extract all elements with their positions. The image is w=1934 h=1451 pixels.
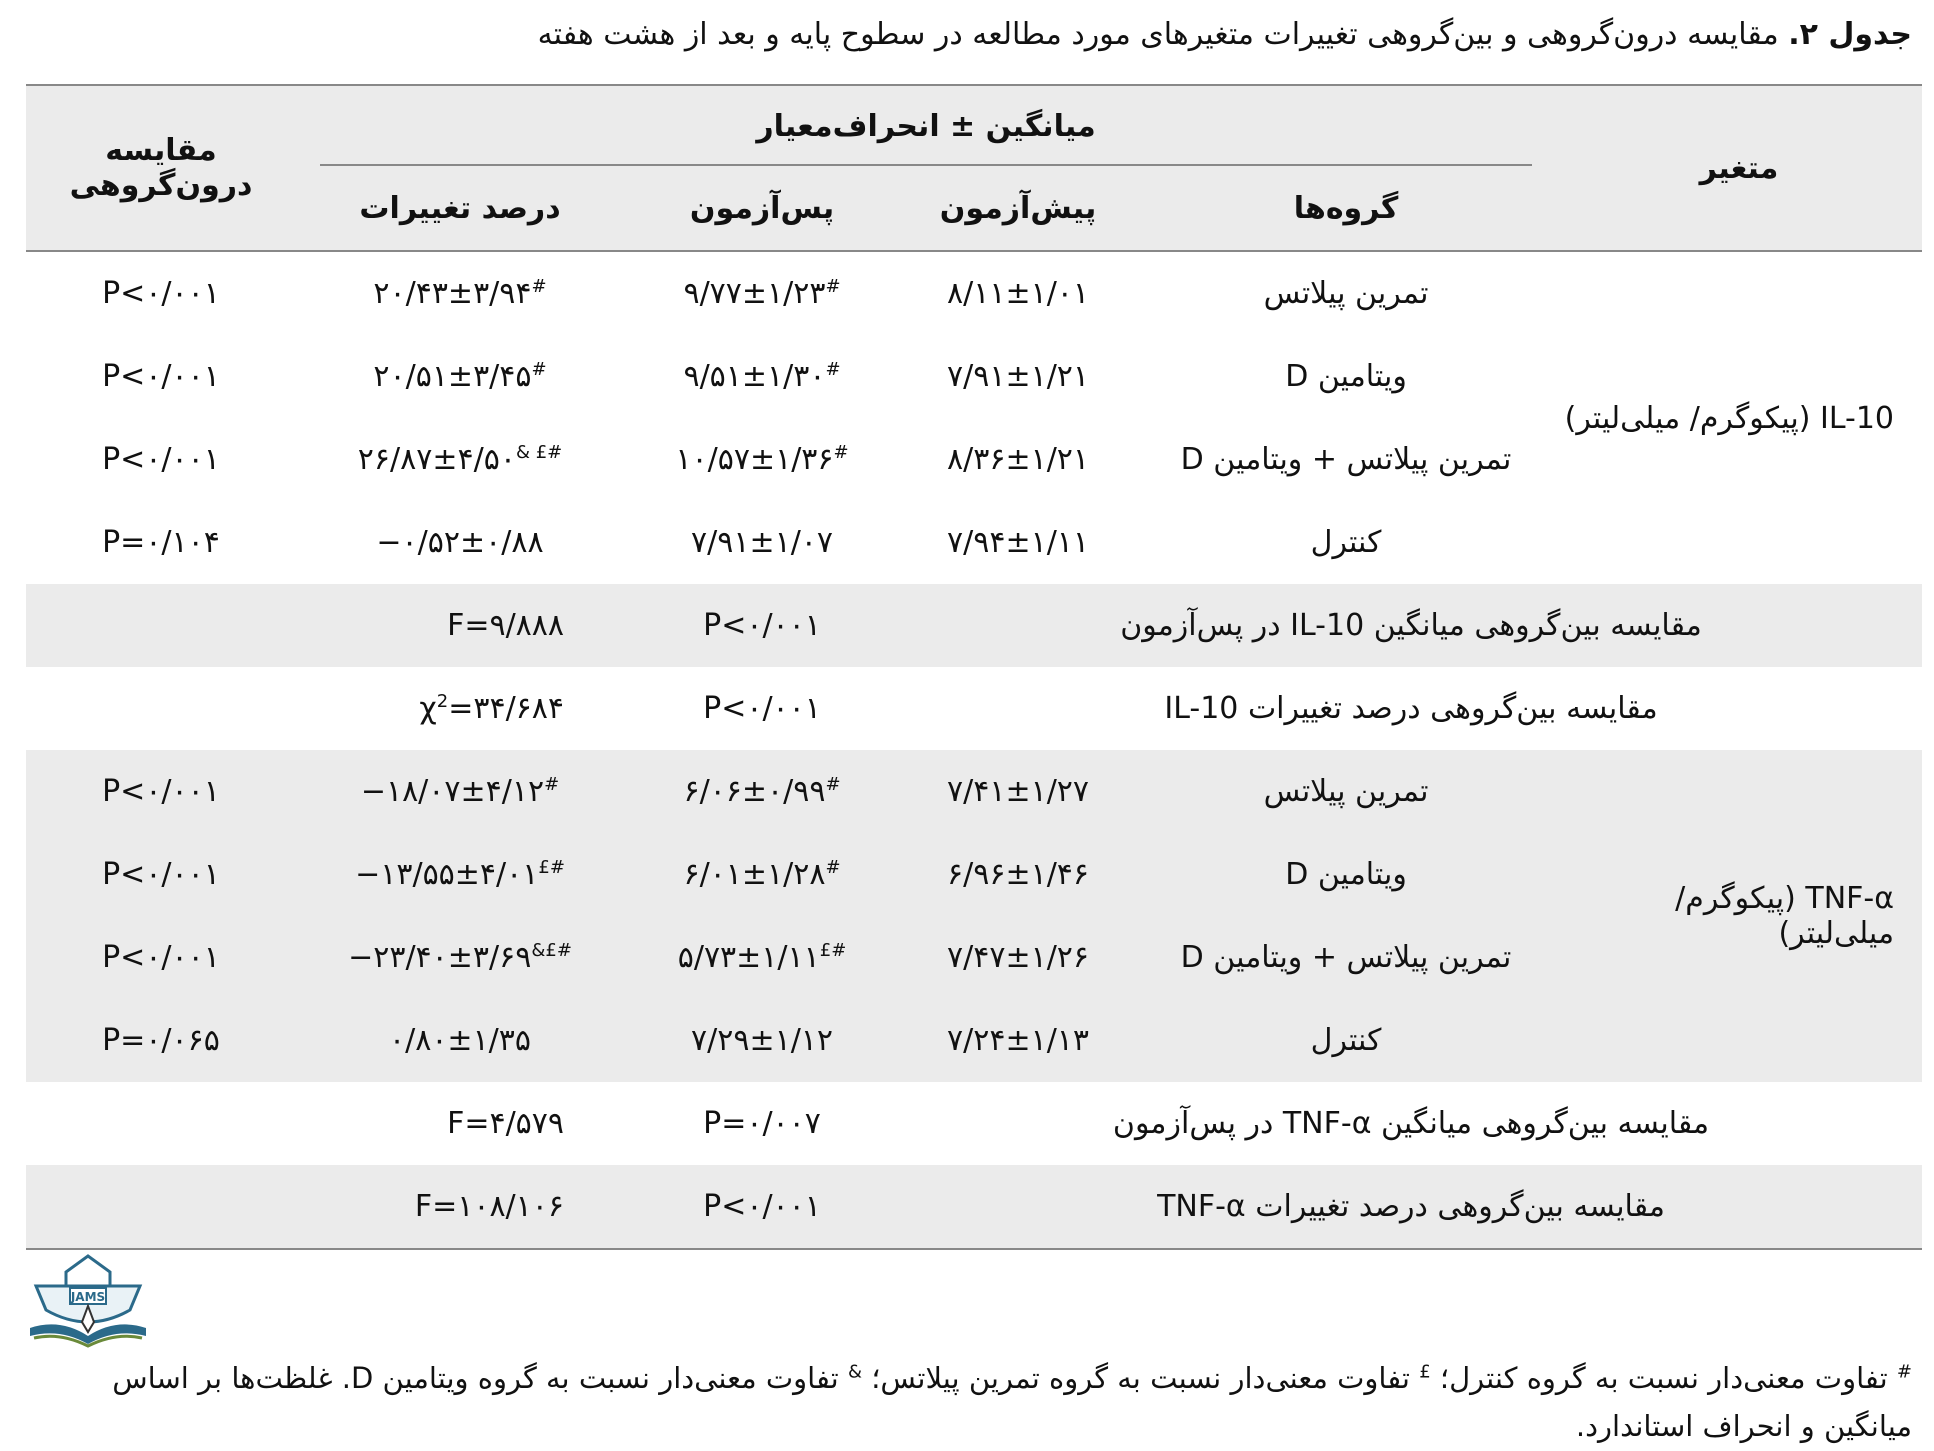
variable-cell-tnfa (1556, 750, 1922, 1082)
post-cell: ۶/۰۶±۰/۹۹# (624, 750, 900, 833)
change-cell: −۲۳/۴۰±۳/۶۹&£# (296, 916, 624, 999)
between-change-stat: $\chi^2=۳۴/۶۸۴$ (419, 691, 565, 726)
post-cell: ۹/۵۱±۱/۳۰# (683, 359, 841, 394)
post-cell: ۵/۷۳±۱/۱۱£# (624, 916, 900, 999)
results-table (26, 84, 1922, 1250)
group-cell: تمرین پیلاتس + ویتامین D (1180, 442, 1512, 477)
between-change-p: P<۰/۰۰۱ (624, 1165, 900, 1249)
change-cell: ۰/۸۰±۱/۳۵ (296, 999, 624, 1082)
between-mean-p: P<۰/۰۰۱ (624, 584, 900, 667)
within-cell: P<۰/۰۰۱ (102, 276, 220, 311)
pre-cell: ۸/۳۶±۱/۲۱ (947, 442, 1090, 477)
group-cell: تمرین پیلاتس + ویتامین D (1136, 916, 1556, 999)
pre-cell: ۷/۴۷±۱/۲۶ (900, 916, 1136, 999)
group-cell: تمرین پیلاتس (1263, 276, 1429, 311)
within-cell: P=۰/۰۶۵ (26, 999, 296, 1082)
between-mean-label: مقایسه بین‌گروهی میانگین TNF-α در پس‌آزمون (1112, 1106, 1710, 1141)
group-cell: ویتامین D (1285, 359, 1407, 394)
within-cell: P<۰/۰۰۱ (26, 833, 296, 916)
header-mean-sd: میانگین ± انحراف‌معیار (296, 85, 1556, 166)
variable-name: TNF-α (1805, 881, 1895, 916)
change-cell: −۱۸/۰۷±۴/۱۲# (296, 750, 624, 833)
within-cell: P<۰/۰۰۱ (26, 916, 296, 999)
pre-cell: ۷/۹۱±۱/۲۱ (947, 359, 1090, 394)
between-change-stat: F=۱۰۸/۱۰۶ (26, 1165, 624, 1249)
between-change-label: مقایسه بین‌گروهی درصد تغییرات IL-10 (1164, 691, 1658, 726)
between-change-label: مقایسه بین‌گروهی درصد تغییرات TNF-α (900, 1165, 1922, 1249)
header-variable: متغیر (1556, 85, 1922, 251)
between-mean-stat: F=۹/۸۸۸ (26, 584, 624, 667)
post-cell: ۷/۹۱±۱/۰۷ (691, 525, 834, 560)
header-posttest: پس‌آزمون (624, 166, 900, 251)
post-cell: ۹/۷۷±۱/۲۳# (683, 276, 841, 311)
change-cell: ۲۶/۸۷±۴/۵۰& £# (357, 442, 563, 477)
pre-cell: ۸/۱۱±۱/۰۱ (947, 276, 1090, 311)
footnote-symbol-hash: # (1896, 1361, 1912, 1383)
caption-label: جدول ۲. (1788, 17, 1912, 52)
group-cell: کنترل (1136, 999, 1556, 1082)
header-groups: گروه‌ها (1136, 166, 1556, 251)
pre-cell: ۷/۴۱±۱/۲۷ (900, 750, 1136, 833)
variable-unit: (پیکوگرم/ میلی‌لیتر) (1564, 400, 1820, 436)
within-cell: P<۰/۰۰۱ (26, 750, 296, 833)
caption-text: مقایسه درون‌گروهی و بین‌گروهی تغییرات متغیرهای مورد مطالعه در سطوح پایه و بعد از هشت هفته (537, 17, 1789, 52)
pre-cell: ۷/۹۴±۱/۱۱ (947, 525, 1090, 560)
pre-cell: ۷/۲۴±۱/۱۳ (900, 999, 1136, 1082)
jams-logo (26, 1252, 150, 1348)
group-cell: کنترل (1310, 525, 1382, 560)
footnote-symbol-amp: & (847, 1361, 862, 1383)
change-cell: −۱۳/۵۵±۴/۰۱£# (296, 833, 624, 916)
logo-emblem-icon (26, 1252, 150, 1348)
between-change-p: P<۰/۰۰۱ (703, 691, 821, 726)
between-mean-stat: F=۴/۵۷۹ (447, 1106, 565, 1141)
variable-name: IL-10 (1819, 400, 1895, 436)
within-cell: P=۰/۱۰۴ (102, 525, 220, 560)
group-cell: تمرین پیلاتس (1136, 750, 1556, 833)
change-cell: −۰/۵۲±۰/۸۸ (376, 525, 544, 560)
header-change-percent: درصد تغییرات (296, 166, 624, 251)
variable-cell-il10 (1556, 251, 1922, 584)
change-cell: ۲۰/۵۱±۳/۴۵# (373, 359, 547, 394)
table-caption (22, 12, 1912, 58)
between-mean-p: P=۰/۰۰۷ (703, 1106, 821, 1141)
post-cell: ۱۰/۵۷±۱/۳۶# (675, 442, 849, 477)
group-cell: ویتامین D (1136, 833, 1556, 916)
within-cell: P<۰/۰۰۱ (102, 442, 220, 477)
svg-text:JAMS: JAMS (70, 1290, 106, 1304)
header-within-group: مقایسه درون‌گروهی (26, 85, 296, 251)
between-mean-label: مقایسه بین‌گروهی میانگین IL-10 در پس‌آزمون (900, 584, 1922, 667)
header-pretest: پیش‌آزمون (900, 166, 1136, 251)
variable-unit: (پیکوگرم/ میلی‌لیتر) (1675, 881, 1895, 951)
post-cell: ۷/۲۹±۱/۱۲ (624, 999, 900, 1082)
pre-cell: ۶/۹۶±۱/۴۶ (900, 833, 1136, 916)
table-footnote: # تفاوت معنی‌دار نسبت به گروه کنترل؛ £ تفاوت معنی‌دار نسبت به گروه تمرین پیلاتس؛ & تفاوت معنی‌دار نسبت به گروه ویتامین D. غلظت‌ها بر اساس میانگین و انحراف استاندارد. (112, 1361, 1912, 1443)
change-cell: ۲۰/۴۳±۳/۹۴# (373, 276, 547, 311)
within-cell: P<۰/۰۰۱ (102, 359, 220, 394)
post-cell: ۶/۰۱±۱/۲۸# (624, 833, 900, 916)
footnote-symbol-pound: £ (1419, 1361, 1431, 1383)
